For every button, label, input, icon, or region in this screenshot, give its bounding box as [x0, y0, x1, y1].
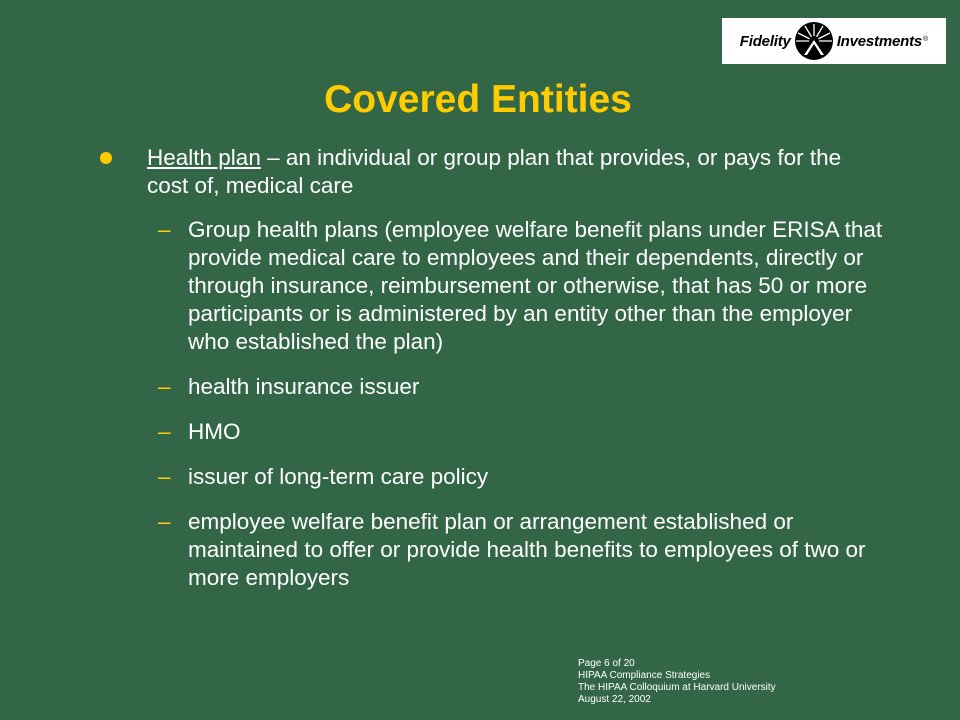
sub-bullet-list: [158, 216, 888, 609]
dash-icon: –: [158, 509, 171, 534]
main-bullet: [100, 144, 860, 200]
fidelity-logo: [722, 18, 946, 64]
dash-icon: –: [158, 464, 171, 489]
logo-word-left: Fidelity: [739, 32, 791, 50]
dash-icon: –: [158, 217, 171, 242]
dash-icon: –: [158, 374, 171, 399]
term-definition: – an individual or group plan that provides, or pays for the cost of, medical care: [147, 145, 842, 198]
list-item: [158, 508, 888, 592]
bullet-dot-icon: [100, 152, 112, 164]
footer-presentation-title: HIPAA Compliance Strategies: [578, 670, 711, 681]
dash-icon: –: [158, 419, 171, 444]
footer-page-number: Page 6 of 20: [578, 658, 635, 669]
registered-mark: ®: [923, 36, 929, 43]
slide-title: Covered Entities: [324, 78, 632, 121]
list-item: [158, 373, 888, 401]
sub-item-text: Group health plans (employee welfare benefit plans under ERISA that provide medical care to employees and their dependents, directly or through insurance, reimbursement or otherwise, that has 50 or more participants or is administered by an entity other than the employer who established the plan): [188, 217, 883, 354]
footer-event: The HIPAA Colloquium at Harvard University: [578, 682, 776, 693]
logo-word-right: Investments: [836, 32, 923, 50]
sub-item-text: health insurance issuer: [188, 374, 420, 399]
bullet-text: [147, 144, 860, 200]
pyramid-sun-icon: [794, 21, 834, 61]
sub-item-text: employee welfare benefit plan or arrangement established or maintained to offer or provide health benefits to employees of two or more employers: [188, 509, 866, 590]
list-item: [158, 463, 888, 491]
slide-footer: [578, 658, 776, 706]
list-item: [158, 418, 888, 446]
list-item: [158, 216, 888, 356]
footer-date: August 22, 2002: [578, 694, 651, 705]
term-health-plan: Health plan: [147, 145, 261, 170]
sub-item-text: HMO: [188, 419, 241, 444]
sub-item-text: issuer of long-term care policy: [188, 464, 489, 489]
